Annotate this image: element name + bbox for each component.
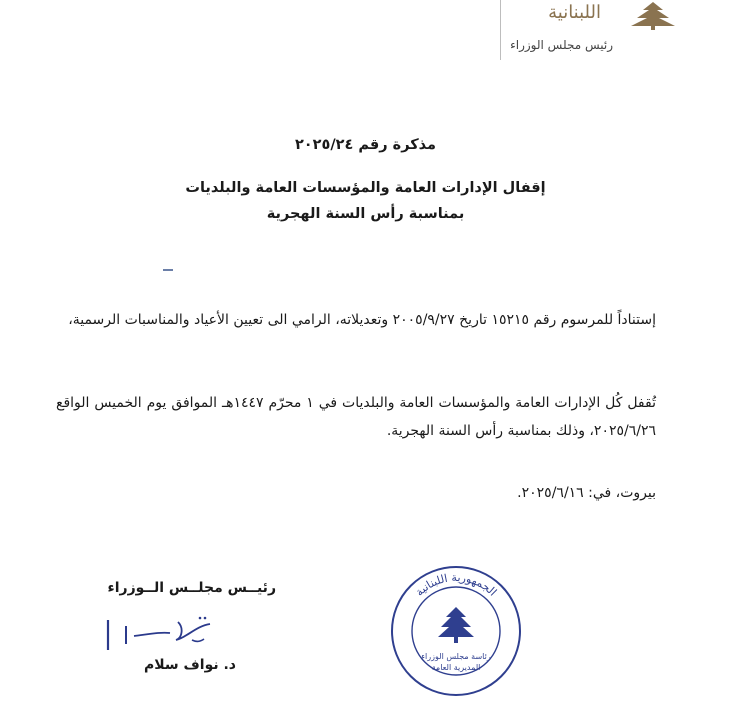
- memo-title: مذكرة رقم ٢٠٢٥/٢٤: [294, 137, 437, 153]
- signer-title: رئيــس مجلــس الــوزراء: [107, 580, 276, 596]
- seal-inner-line1: رئاسة مجلس الوزراء: [421, 652, 491, 661]
- emblem-wordmark: اللبنانية: [548, 2, 601, 23]
- stray-mark: [163, 269, 173, 271]
- seal-outer-text: الجمهورية اللبنانية: [412, 570, 500, 599]
- subject-line-1: إقفال الإدارات العامة والمؤسسات العامة والبلديات: [185, 180, 546, 196]
- signer-name: د. نواف سلام: [143, 657, 236, 673]
- cedar-icon: [623, 0, 683, 34]
- subject-line-2: بمناسبة رأس السنة الهجرية: [266, 206, 465, 222]
- official-seal: [388, 563, 524, 703]
- header-subtitle: رئيس مجلس الوزراء: [510, 38, 613, 52]
- date-line: بيروت، في: ٢٠٢٥/٦/١٦.: [517, 485, 656, 501]
- paragraph-closure-notice: تُقفل كُل الإدارات العامة والمؤسسات العامة والبلديات في ١ محرّم ١٤٤٧هـ الموافق يوم الخميس الواقع ٢٠٢٥/٦/٢٦، وذلك بمناسبة رأس السنة الهجرية.: [56, 395, 656, 439]
- header-divider: [500, 0, 501, 60]
- seal-inner-line2: المديرية العامة: [431, 663, 481, 672]
- handwritten-signature: [100, 612, 220, 661]
- paragraph-decree-reference: إستناداً للمرسوم رقم ١٥٢١٥ تاريخ ٢٠٠٥/٩/٢٧ وتعديلاته، الرامي الى تعيين الأعياد والمناسبات الرسمية،: [68, 312, 656, 328]
